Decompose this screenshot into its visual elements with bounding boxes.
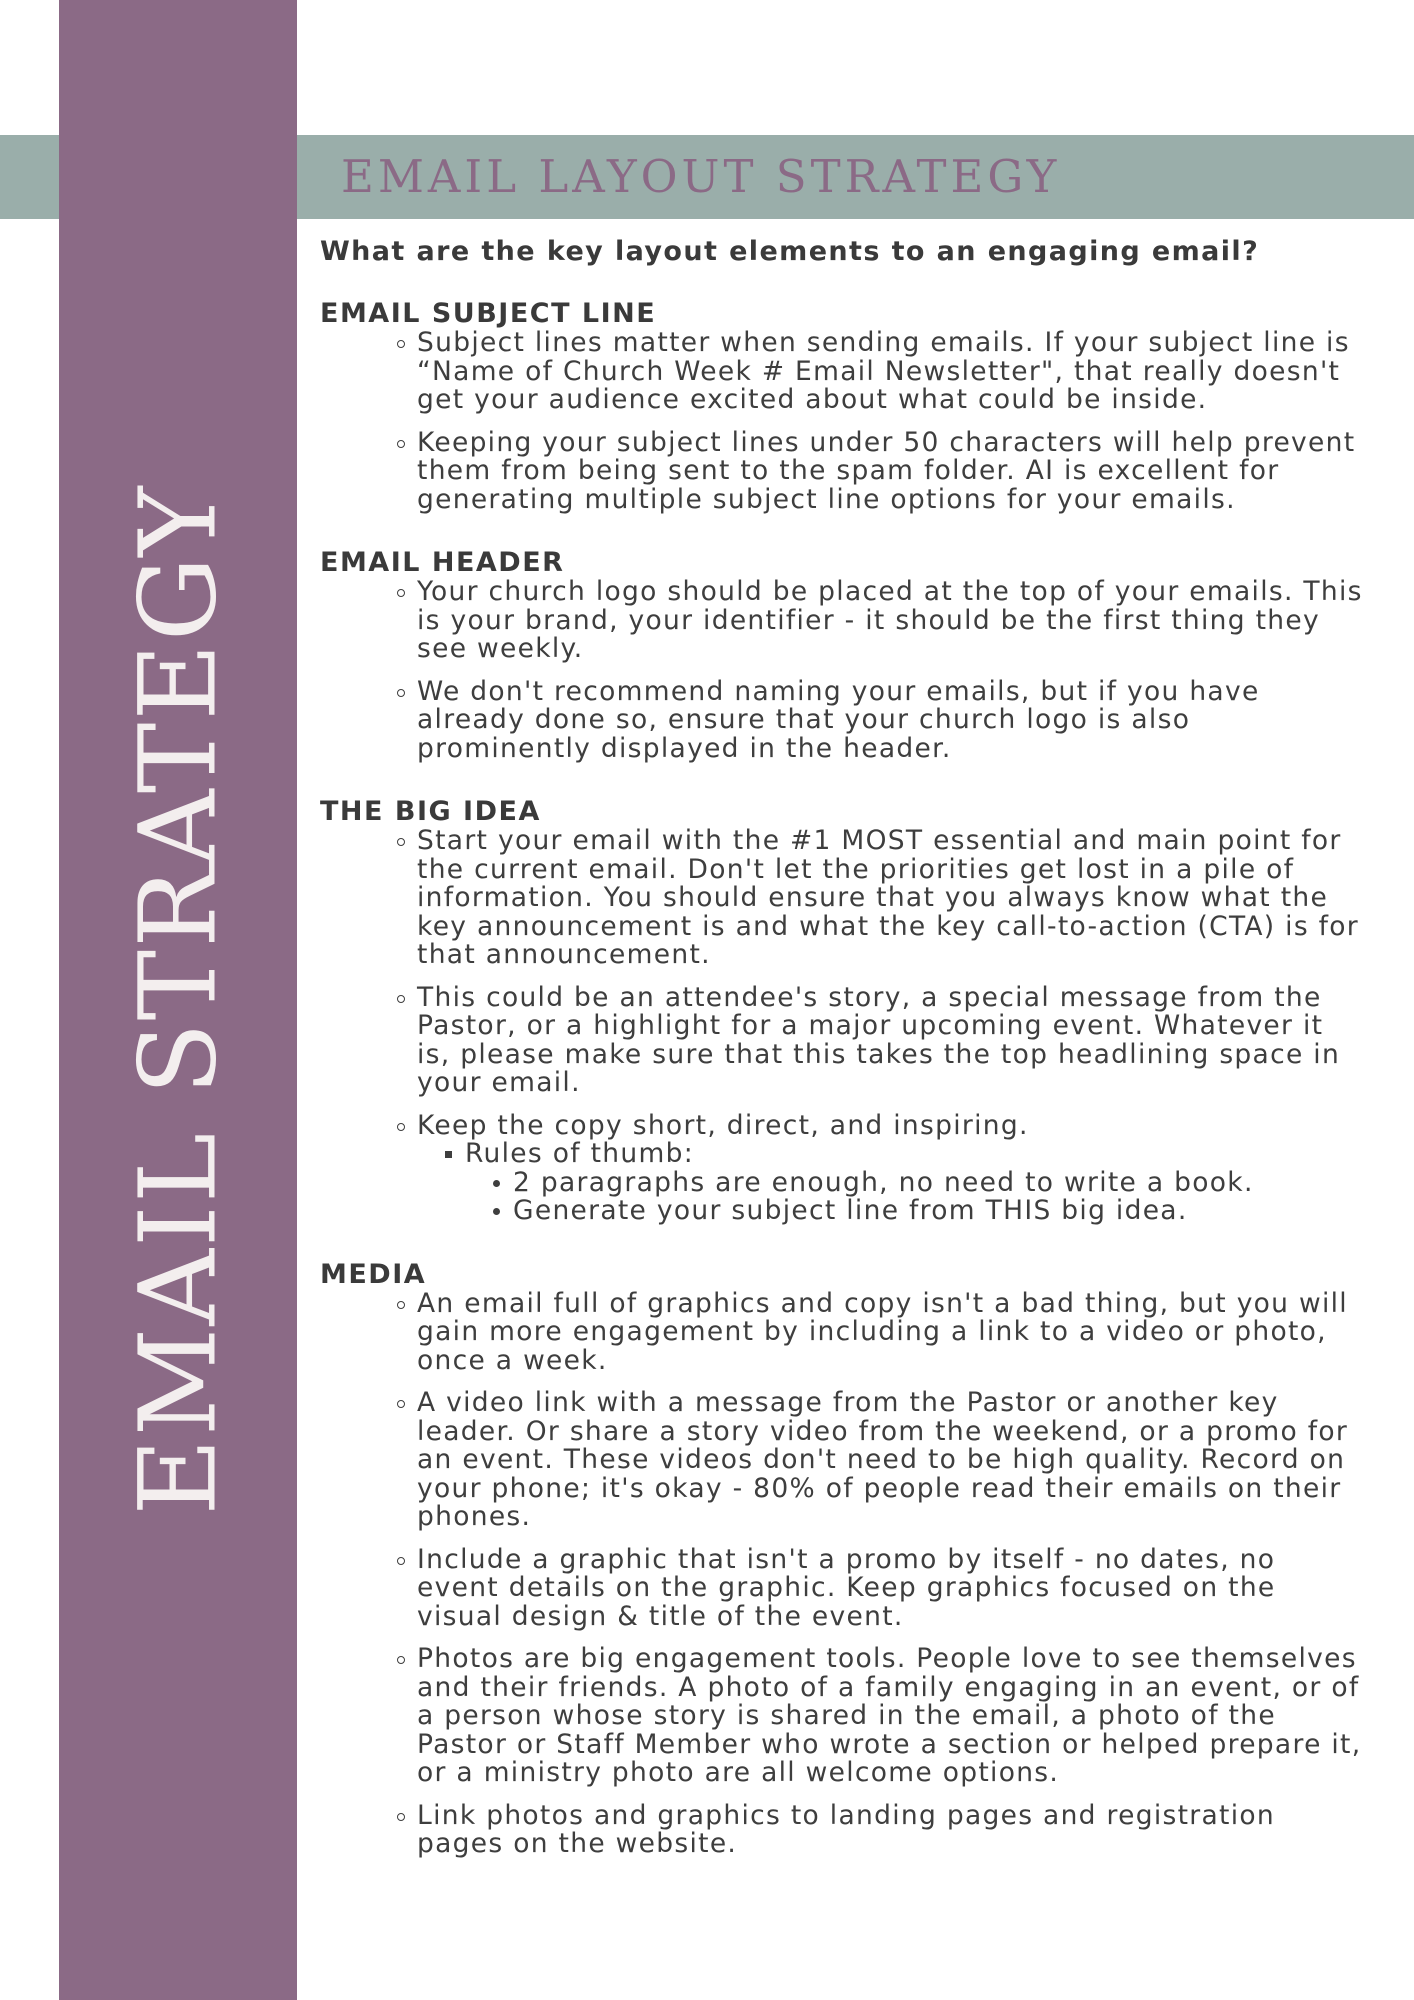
intro-question: What are the key layout elements to an engaging email? <box>320 236 1260 267</box>
sub-list <box>417 1140 1365 1226</box>
bullet-item: We don't recommend naming your emails, but if you have already done so, ensure that your church logo is also prominently displayed in the header. <box>417 678 1365 764</box>
bullet-list <box>320 329 1365 514</box>
bullet-item: Subject lines matter when sending emails. If your subject line is “Name of Church Week # Email Newsletter", that really doesn't get your audience excited about what could be inside. <box>417 329 1365 415</box>
bullet-list <box>320 1287 1365 1859</box>
bullet-item: Start your email with the #1 MOST essential and main point for the current email. Don't let the priorities get lost in a pile of information. You should ensure that you always know what the key announcement is and what the key call-to-action (CTA) is for that announcement. <box>417 827 1365 970</box>
sub-heading: Rules of thumb: <box>465 1138 694 1169</box>
sidebar-title: EMAIL STRATEGY <box>116 484 240 1516</box>
bullet-item: Keeping your subject lines under 50 characters will help prevent them from being sent to the spam folder. AI is excellent for generating multiple subject line options for your emails. <box>417 429 1365 515</box>
section-title: EMAIL SUBJECT LINE <box>320 298 657 329</box>
bullet-item: This could be an attendee's story, a special message from the Pastor, or a highlight for a major upcoming event. Whatever it is, please make sure that this takes the top headlining space in your email. <box>417 984 1365 1098</box>
bullet-item <box>417 1109 1365 1226</box>
bullet-item: Your church logo should be placed at the top of your emails. This is your brand, your identifier - it should be the first thing they see weekly. <box>417 578 1365 664</box>
bullet-item: An email full of graphics and copy isn't a bad thing, but you will gain more engagement by including a link to a video or photo, once a week. <box>417 1290 1365 1376</box>
bullet-item: A video link with a message from the Pastor or another key leader. Or share a story video from the weekend, or a promo for an event. These videos don't need to be high quality. Record on your phone; it's okay - 80% of people read their emails on their phones. <box>417 1389 1365 1532</box>
bullet-text: Keep the copy short, direct, and inspiring. <box>417 1109 1029 1141</box>
content <box>320 236 1365 1893</box>
rule-item: 2 paragraphs are enough, no need to write a book. <box>513 1169 1365 1198</box>
rule-item: Generate your subject line from THIS big idea. <box>513 1197 1365 1226</box>
bullet-list <box>320 578 1365 763</box>
bullet-item: Photos are big engagement tools. People love to see themselves and their friends. A photo of a family engaging in an event, or of a person whose story is shared in the email, a photo of the Pastor or Staff Member who wrote a section or helped prepare it, or a ministry photo are all welcome options. <box>417 1645 1365 1788</box>
sub-item <box>465 1140 1365 1226</box>
section-media <box>320 1260 1365 1859</box>
bullet-item: Link photos and graphics to landing pages and registration pages on the website. <box>417 1802 1365 1859</box>
section-title: EMAIL HEADER <box>320 547 565 578</box>
bullet-list <box>320 827 1365 1226</box>
section-subject-line <box>320 299 1365 514</box>
bullet-item: Include a graphic that isn't a promo by itself - no dates, no event details on the graphic. Keep graphics focused on the visual design & title of the event. <box>417 1546 1365 1632</box>
section-title: MEDIA <box>320 1258 427 1290</box>
page-title: EMAIL LAYOUT STRATEGY <box>341 150 1061 203</box>
section-email-header <box>320 548 1365 763</box>
section-big-idea <box>320 797 1365 1226</box>
section-title: THE BIG IDEA <box>320 796 541 827</box>
rules-list <box>465 1166 1365 1226</box>
